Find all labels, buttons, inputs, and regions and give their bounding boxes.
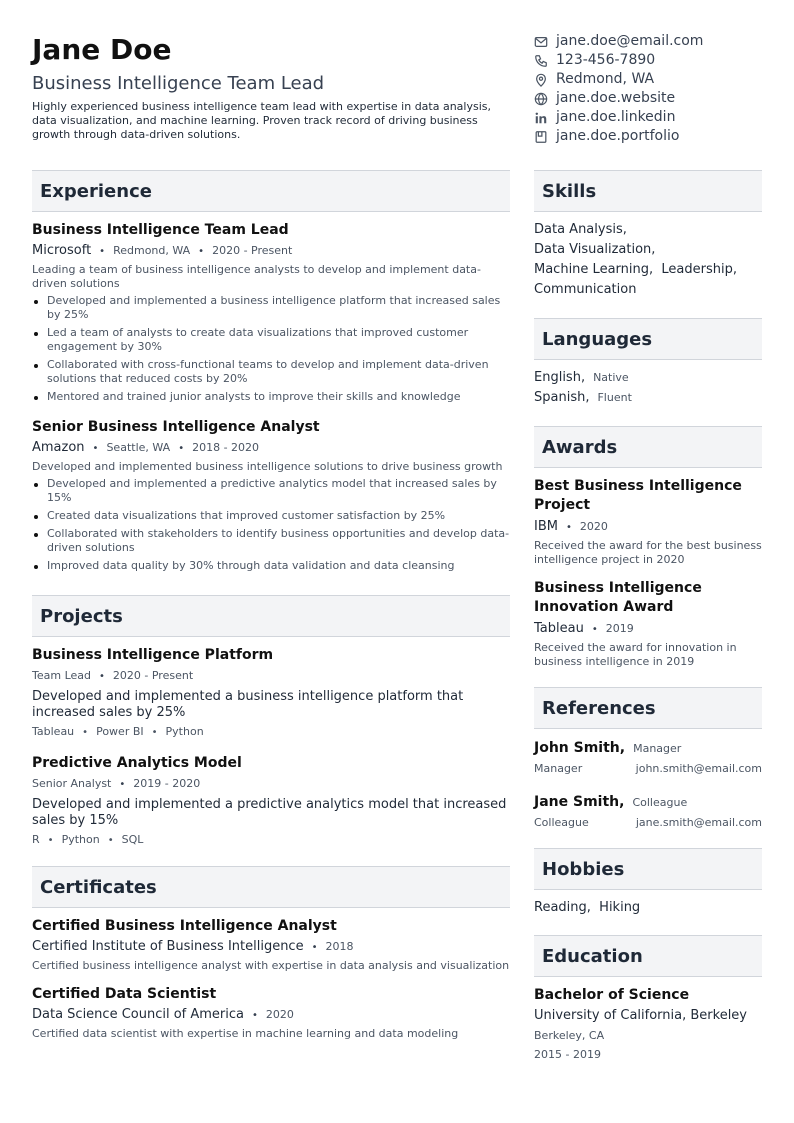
award-title: Business Intelligence Innovation Award — [534, 580, 702, 615]
reference-email[interactable]: jane.smith@email.com — [635, 816, 762, 829]
contact-list — [534, 32, 774, 146]
reference-header — [534, 792, 762, 813]
job-meta — [32, 243, 510, 260]
award-description: Received the award for the best business intelligence project in 2020 — [534, 539, 762, 566]
separator-dot: • — [119, 779, 126, 790]
right-column — [534, 170, 762, 1062]
language-name: Spanish, — [534, 390, 590, 405]
candidate-name: Jane Doe — [32, 33, 172, 66]
project-tag: Python — [61, 833, 100, 846]
language-item — [534, 368, 762, 388]
project-tags — [32, 833, 510, 848]
separator-dot: • — [565, 522, 572, 533]
email-icon — [534, 35, 548, 49]
project-name: Business Intelligence Platform — [32, 647, 274, 663]
contact-phone[interactable] — [534, 51, 774, 70]
award-issuer: IBM — [534, 519, 558, 534]
hobbies-list: Reading, Hiking — [534, 900, 641, 915]
separator-dot: • — [99, 671, 105, 682]
experience-item — [32, 418, 510, 573]
education-school: University of California, Berkeley — [534, 1008, 747, 1023]
contact-portfolio[interactable] — [534, 127, 774, 146]
reference-item — [534, 738, 762, 776]
award-item — [534, 579, 762, 669]
education-degree: Bachelor of Science — [534, 987, 690, 1003]
separator-dot: • — [311, 942, 318, 953]
project-tags — [32, 725, 510, 740]
project-meta — [32, 668, 510, 685]
separator-dot: • — [591, 624, 598, 635]
linkedin-icon — [534, 111, 548, 125]
separator-dot: • — [198, 246, 205, 257]
award-item — [534, 477, 762, 567]
contact-website[interactable] — [534, 89, 774, 108]
contact-phone-text: 123-456-7890 — [556, 52, 656, 68]
certificate-description: Certified business intelligence analyst with expertise in data analysis and visualization — [32, 959, 510, 972]
section-heading-education: Education — [534, 935, 762, 977]
job-bullet: Created data visualizations that improved customer satisfaction by 25% — [32, 509, 510, 523]
left-column — [32, 170, 510, 1041]
project-name: Predictive Analytics Model — [32, 755, 242, 771]
experience-item — [32, 221, 510, 404]
job-meta — [32, 440, 510, 457]
project-tag: Power BI — [96, 725, 144, 738]
contact-linkedin-text: jane.doe.linkedin — [556, 109, 676, 125]
project-meta — [32, 776, 510, 793]
section-heading-references: References — [534, 687, 762, 729]
project-tag: SQL — [121, 833, 144, 846]
reference-position: Colleague — [534, 816, 589, 829]
award-meta — [534, 519, 762, 536]
contact-email[interactable] — [534, 32, 774, 51]
contact-website-text: jane.doe.website — [556, 90, 676, 106]
job-bullet: Collaborated with stakeholders to identify business opportunities and develop data-driven solutions — [32, 527, 510, 555]
reference-item — [534, 792, 762, 830]
reference-header — [534, 738, 762, 759]
project-description: Developed and implemented a business intelligence platform that increased sales by 25% — [32, 689, 464, 720]
certificate-name: Certified Business Intelligence Analyst — [32, 918, 337, 934]
certificate-name: Certified Data Scientist — [32, 986, 217, 1002]
separator-dot: • — [99, 246, 106, 257]
contact-portfolio-text: jane.doe.portfolio — [556, 128, 680, 144]
language-item — [534, 388, 762, 408]
project-item — [32, 754, 510, 848]
contact-email-text: jane.doe@email.com — [556, 33, 704, 49]
award-issuer: Tableau — [534, 621, 584, 636]
job-description: Leading a team of business intelligence analysts to develop and implement data-driven solutions — [32, 263, 481, 290]
award-description: Received the award for innovation in business intelligence in 2019 — [534, 641, 737, 668]
reference-email[interactable]: john.smith@email.com — [635, 762, 762, 775]
job-bullet: Led a team of analysts to create data visualizations that improved customer engagement by 30% — [32, 326, 510, 354]
certificate-description: Certified data scientist with expertise in machine learning and data modeling — [32, 1027, 459, 1040]
job-bullet: Developed and implemented a predictive analytics model that increased sales by 15% — [32, 477, 510, 505]
project-tag: Python — [165, 725, 204, 738]
certificate-issuer: Certified Institute of Business Intelligence — [32, 939, 304, 954]
skills-line: Communication — [534, 282, 637, 297]
skills-line: Data Visualization, — [534, 242, 656, 257]
separator-dot: • — [82, 727, 89, 738]
contact-location-text: Redmond, WA — [556, 71, 655, 87]
job-bullet: Mentored and trained junior analysts to improve their skills and knowledge — [32, 390, 510, 404]
job-bullet: Developed and implemented a business intelligence platform that increased sales by 25% — [32, 294, 510, 322]
language-level: Native — [593, 371, 629, 384]
section-heading-projects: Projects — [32, 595, 510, 637]
separator-dot: • — [252, 1010, 258, 1021]
separator-dot: • — [92, 443, 99, 454]
job-title: Senior Business Intelligence Analyst — [32, 419, 320, 435]
job-company: Microsoft — [32, 243, 92, 258]
job-dates: 2020 - Present — [212, 244, 293, 257]
section-heading-certificates: Certificates — [32, 866, 510, 908]
contact-linkedin[interactable] — [534, 108, 774, 127]
summary: Highly experienced business intelligence team lead with expertise in data analysis, data visualization, and machine learning. Proven track record of driving business growth through data-driven solutions. — [32, 100, 492, 141]
project-tag: R — [32, 833, 40, 846]
certificate-meta — [32, 939, 510, 956]
job-bullet: Collaborated with cross-functional teams to develop and implement data-driven solutions that reduced costs by 20% — [32, 358, 510, 386]
job-dates: 2018 - 2020 — [192, 441, 260, 454]
section-heading-awards: Awards — [534, 426, 762, 468]
candidate-title: Business Intelligence Team Lead — [32, 73, 325, 94]
certificate-year: 2018 — [325, 940, 354, 953]
globe-icon — [534, 92, 548, 106]
education-location: Berkeley, CA — [534, 1029, 605, 1042]
skills-line: Data Analysis, — [534, 222, 627, 237]
separator-dot: • — [151, 727, 158, 738]
job-location: Seattle, WA — [106, 441, 171, 454]
job-bullets — [32, 294, 510, 404]
certificate-item — [32, 917, 510, 973]
job-location: Redmond, WA — [113, 244, 191, 257]
section-heading-hobbies: Hobbies — [534, 848, 762, 890]
section-heading-experience: Experience — [32, 170, 510, 212]
education-dates: 2015 - 2019 — [534, 1048, 601, 1061]
project-item — [32, 646, 510, 740]
contact-location — [534, 70, 774, 89]
portfolio-icon — [534, 130, 548, 144]
certificate-issuer: Data Science Council of America — [32, 1007, 244, 1022]
languages-list — [534, 368, 762, 408]
job-description: Developed and implemented business intelligence solutions to drive business growth — [32, 460, 503, 473]
reference-name: John Smith, — [534, 740, 626, 756]
project-dates: 2020 - Present — [112, 669, 194, 682]
job-company: Amazon — [32, 440, 85, 455]
certificate-meta — [32, 1007, 510, 1024]
project-tag: Tableau — [32, 725, 75, 738]
reference-position: Manager — [534, 762, 583, 775]
job-bullet: Improved data quality by 30% through data validation and data cleansing — [32, 559, 510, 573]
language-level: Fluent — [597, 391, 632, 404]
separator-dot: • — [47, 835, 54, 846]
certificate-item — [32, 985, 510, 1041]
certificate-year: 2020 — [265, 1008, 294, 1021]
project-role: Senior Analyst — [32, 777, 112, 790]
separator-dot: • — [107, 835, 114, 846]
reference-relation: Colleague — [632, 796, 688, 809]
reference-details — [534, 816, 762, 830]
award-year: 2020 — [579, 520, 608, 533]
project-role: Team Lead — [32, 669, 91, 682]
project-description: Developed and implemented a predictive analytics model that increased sales by 15% — [32, 797, 507, 828]
reference-relation: Manager — [633, 742, 682, 755]
reference-details — [534, 762, 762, 776]
skills-line: Machine Learning, Leadership, — [534, 262, 737, 277]
location-icon — [534, 73, 548, 87]
phone-icon — [534, 54, 548, 68]
section-heading-skills: Skills — [534, 170, 762, 212]
job-title: Business Intelligence Team Lead — [32, 222, 289, 238]
language-name: English, — [534, 370, 586, 385]
separator-dot: • — [178, 443, 185, 454]
award-title: Best Business Intelligence Project — [534, 478, 742, 513]
skills-list — [534, 220, 762, 300]
section-heading-languages: Languages — [534, 318, 762, 360]
reference-name: Jane Smith, — [534, 794, 625, 810]
project-dates: 2019 - 2020 — [133, 777, 201, 790]
award-meta — [534, 621, 762, 638]
job-bullets — [32, 477, 510, 573]
award-year: 2019 — [605, 622, 634, 635]
